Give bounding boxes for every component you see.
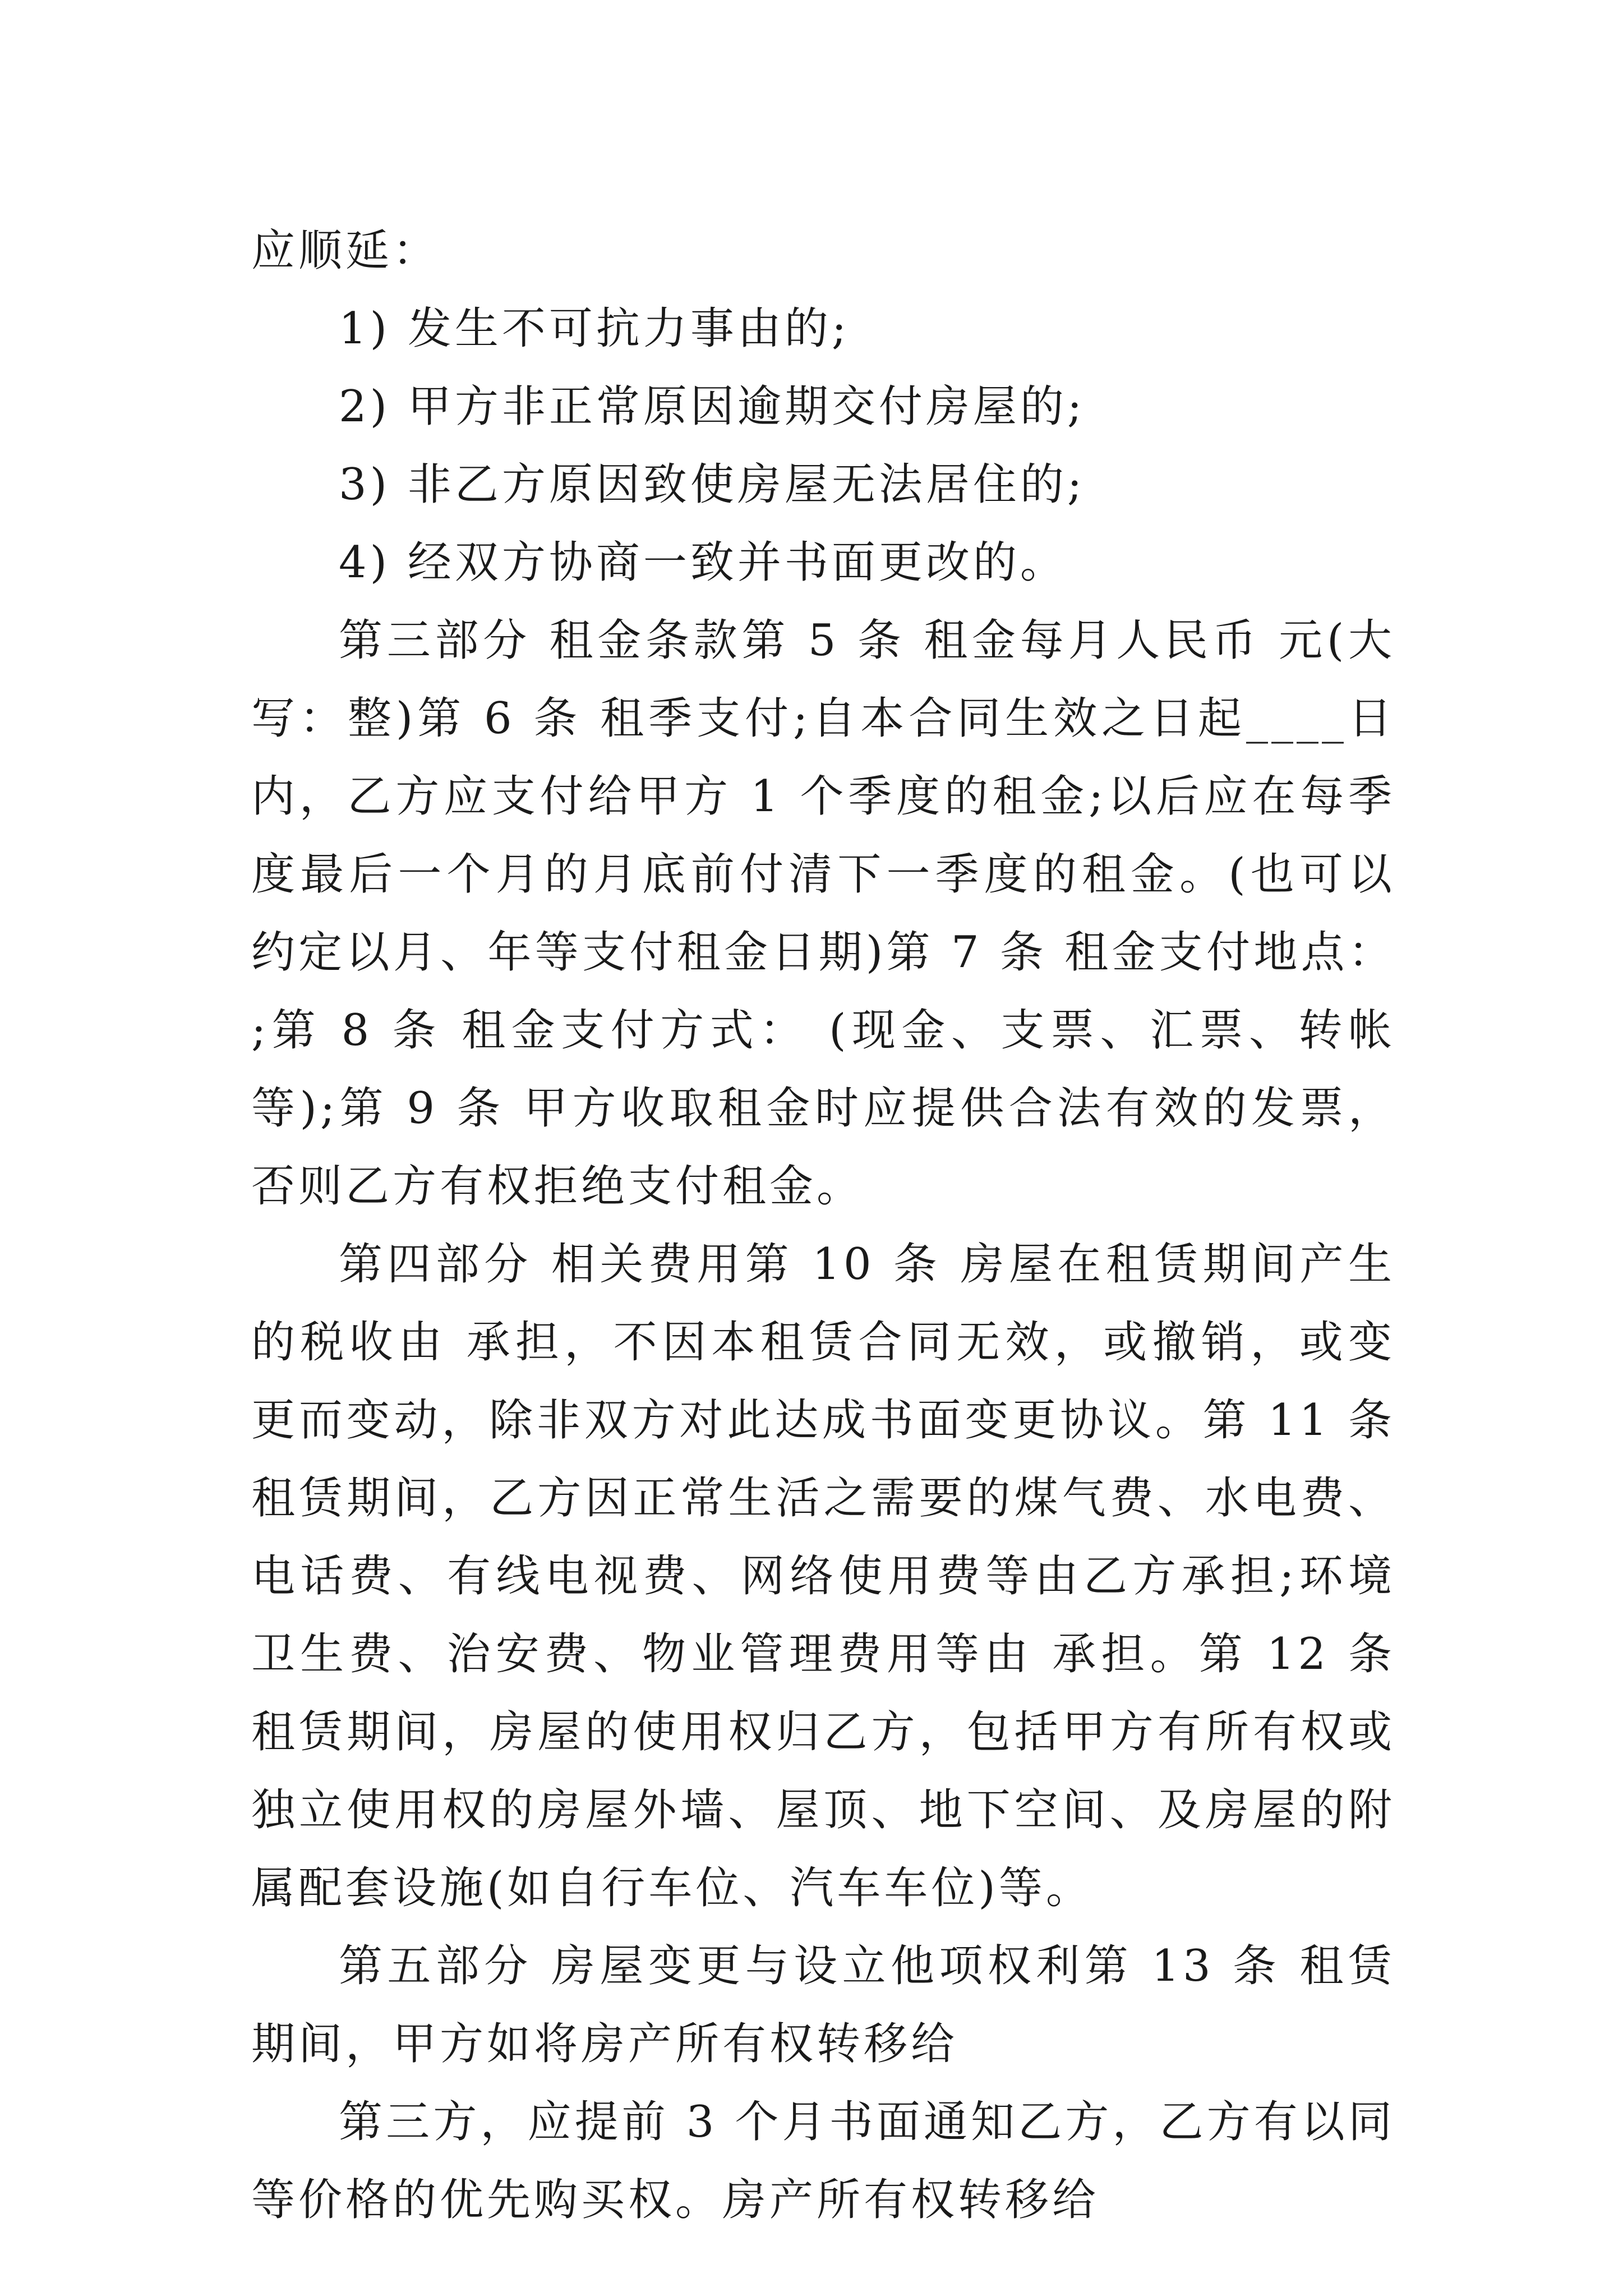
list-item: 1) 发生不可抗力事由的; — [339, 303, 850, 354]
list-item: 3) 非乙方原因致使房屋无法居住的; — [339, 459, 1086, 510]
paragraph-rent-terms: 第三部分 租金条款第 5 条 租金每月人民币 元(大写：整)第 6 条 租季支付;自本合同生效之日起____日内，乙方应支付给甲方 1 个季度的租金;以后应在每季度最后一个月的月底前付清下一季度的租金。(也可以约定以月、年等支付租金日期)第 7 条 租金支付地点： ;第 8 条 租金支付方式： (现金、支票、汇票、转帐等);第 9 条 甲方收取租金时应提供合法有效的发票，否则乙方有权拒绝支付租金。 — [251, 615, 1395, 1212]
document-body — [251, 212, 1395, 2239]
paragraph-property-changes: 第五部分 房屋变更与设立他项权利第 13 条 租赁期间，甲方如将房产所有权转移给 — [251, 1941, 1395, 2069]
paragraph-third-party: 第三方，应提前 3 个月书面通知乙方，乙方有以同等价格的优先购买权。房产所有权转移给 — [251, 2097, 1395, 2225]
paragraph-continuation: 应顺延： — [251, 226, 440, 276]
paragraph-related-fees: 第四部分 相关费用第 10 条 房屋在租赁期间产生的税收由 承担，不因本租赁合同无效，或撤销，或变更而变动，除非双方对此达成书面变更协议。第 11 条 租赁期间，乙方因正常生活之需要的煤气费、水电费、电话费、有线电视费、网络使用费等由乙方承担;环境卫生费、治安费、物业管理费用等由 承担。第 12 条 租赁期间，房屋的使用权归乙方，包括甲方有所有权或独立使用权的房屋外墙、屋顶、地下空间、及房屋的附属配套设施(如自行车位、汽车车位)等。 — [251, 1239, 1395, 1913]
list-item: 4) 经双方协商一致并书面更改的。 — [339, 537, 1067, 588]
list-item: 2) 甲方非正常原因逾期交付房屋的; — [339, 381, 1086, 432]
